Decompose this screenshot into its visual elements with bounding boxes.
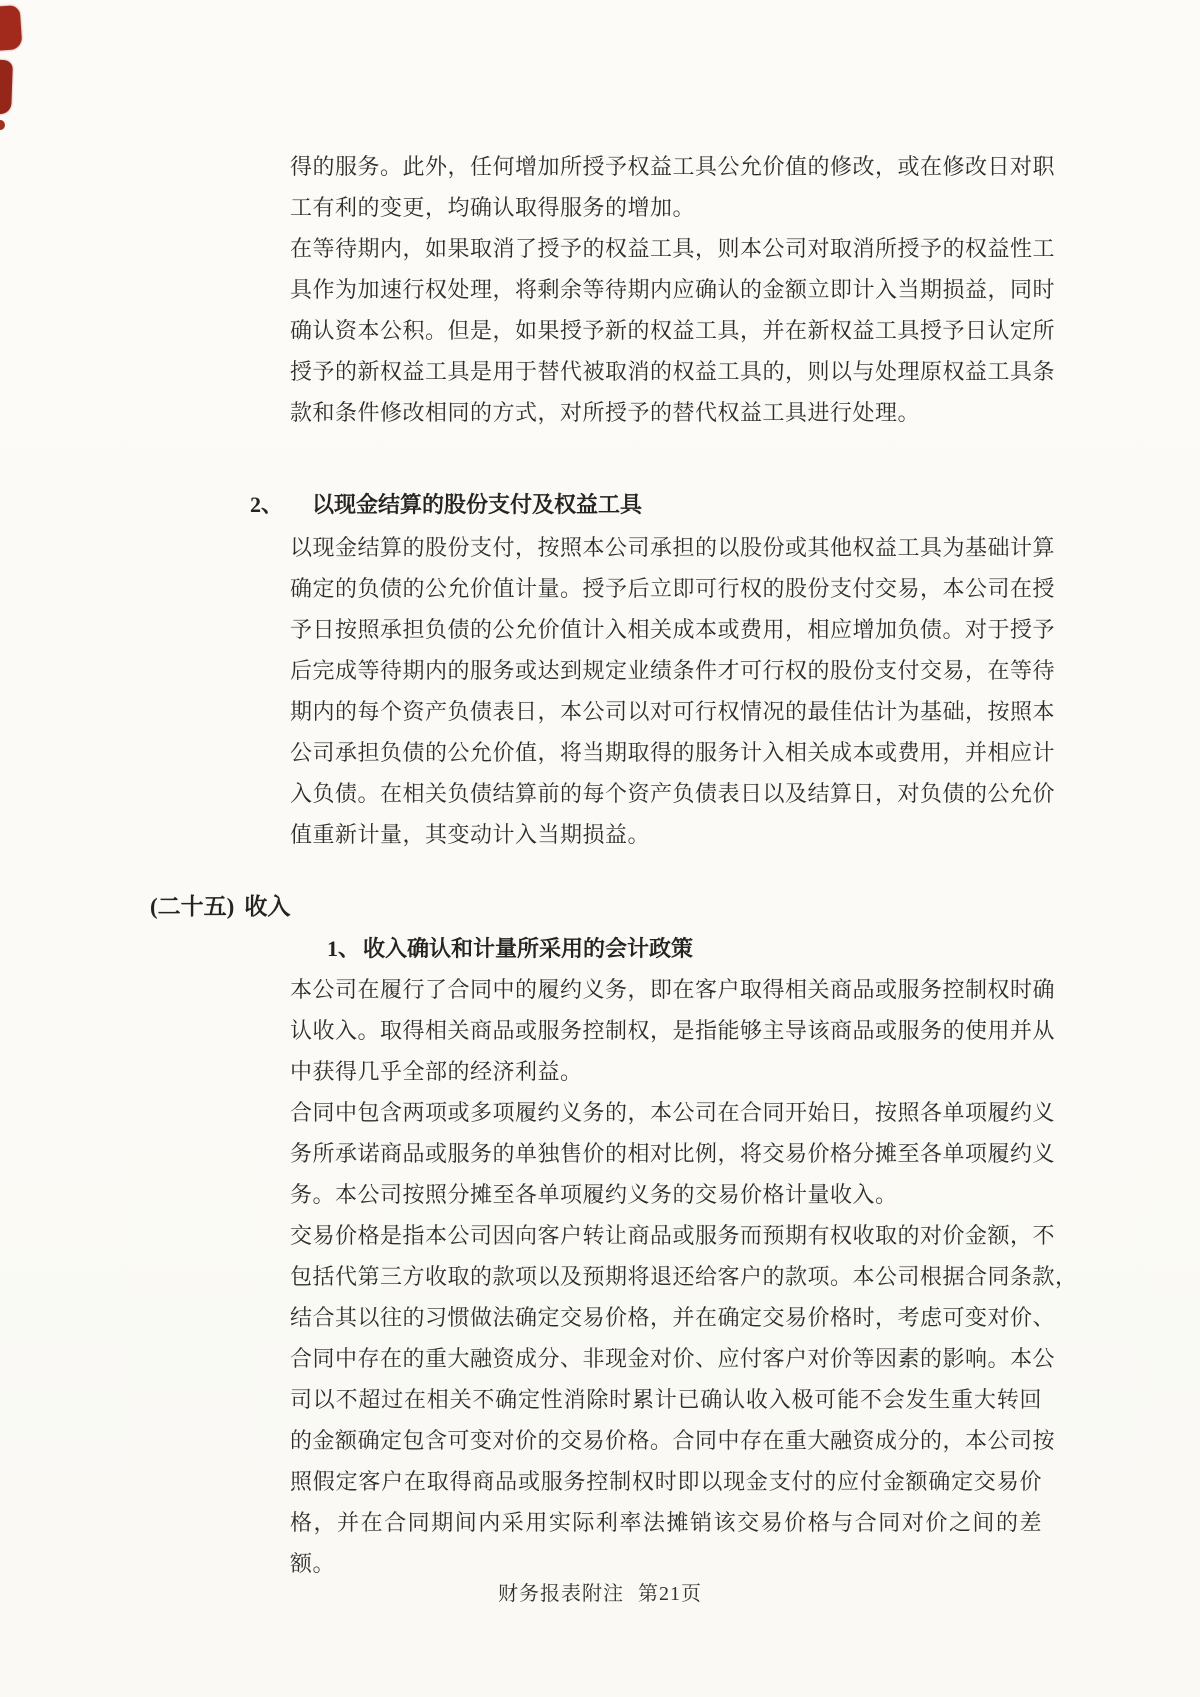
text-line: 予日按照承担负债的公允价值计入相关成本或费用，相应增加负债。对于授予 [290,617,1056,642]
text-line: 交易价格是指本公司因向客户转让商品或服务而预期有权收取的对价金额，不 [290,1223,1056,1248]
text-line: 款和条件修改相同的方式，对所授予的替代权益工具进行处理。 [290,400,921,425]
text-line: 合同中存在的重大融资成分、非现金对价、应付客户对价等因素的影响。本公 [290,1346,1056,1371]
text-line: 以现金结算的股份支付，按照本公司承担的以股份或其他权益工具为基础计算 [290,535,1056,560]
text-line: 务。本公司按照分摊至各单项履约义务的交易价格计量收入。 [290,1182,898,1207]
paragraph-cash-settled-payment [290,527,1056,855]
text-line: 在等待期内，如果取消了授予的权益工具，则本公司对取消所授予的权益性工 [290,236,1056,261]
paragraph-revenue-recognition [290,969,1056,1092]
subsection-title: 收入确认和计量所采用的会计政策 [363,936,694,961]
text-line: 结合其以往的习惯做法确定交易价格，并在确定交易价格时，考虑可变对价、 [290,1305,1056,1330]
scan-artifact-left-edge [0,60,13,115]
section-number: (二十五) [150,894,235,919]
text-line: 中获得几乎全部的经济利益。 [290,1059,583,1084]
text-line: 得的服务。此外，任何增加所授予权益工具公允价值的修改，或在修改日对职 [290,154,1056,179]
text-line: 确认资本公积。但是，如果授予新的权益工具，并在新权益工具授予日认定所 [290,318,1056,343]
page-footer [0,1577,1200,1606]
text-line: 具作为加速行权处理，将剩余等待期内应确认的金额立即计入当期损益，同时 [290,277,1056,302]
paragraph-equity-cancellation [290,228,1056,433]
scan-artifact-dot [0,120,5,130]
paragraph-revenue-allocation [290,1092,1056,1215]
text-line: 本公司在履行了合同中的履约义务，即在客户取得相关商品或服务控制权时确 [290,977,1056,1002]
text-line: 公司承担负债的公允价值，将当期取得的服务计入相关成本或费用，并相应计 [290,740,1056,765]
paragraph-equity-modification [290,146,1056,228]
text-line: 入负债。在相关负债结算前的每个资产负债表日以及结算日，对负债的公允价 [290,781,1056,806]
text-line: 确定的负债的公允价值计量。授予后立即可行权的股份支付交易，本公司在授 [290,576,1056,601]
text-line: 工有利的变更，均确认取得服务的增加。 [290,195,696,220]
text-line: 司以不超过在相关不确定性消除时累计已确认收入极可能不会发生重大转回 [290,1387,1042,1412]
section-number: 2、 [250,492,284,517]
footer-page-number: 第21页 [638,1583,702,1605]
scan-artifact-top-left [0,5,23,51]
text-line: 包括代第三方收取的款项以及预期将退还给客户的款项。本公司根据合同条款， [290,1264,1078,1289]
text-line: 期内的每个资产负债表日，本公司以对可行权情况的最佳估计为基础，按照本 [290,699,1056,724]
text-line: 的金额确定包含可变对价的交易价格。合同中存在重大融资成分的，本公司按 [290,1428,1056,1453]
text-line: 授予的新权益工具是用于替代被取消的权益工具的，则以与处理原权益工具条 [290,359,1056,384]
text-line: 格，并在合同期间内采用实际利率法摊销该交易价格与合同对价之间的差额。 [290,1510,1042,1576]
footer-title: 财务报表附注 [498,1583,624,1605]
section-title: 收入 [244,894,291,919]
subsection-number: 1、 [327,936,361,961]
subsection-heading-revenue-policy [327,928,693,970]
text-line: 合同中包含两项或多项履约义务的，本公司在合同开始日，按照各单项履约义 [290,1100,1056,1125]
paragraph-transaction-price [290,1215,1078,1576]
section-heading-cash-settled [250,484,642,526]
section-title: 以现金结算的股份支付及权益工具 [312,492,643,517]
text-line: 务所承诺商品或服务的单独售价的相对比例，将交易价格分摊至各单项履约义 [290,1141,1056,1166]
section-heading-revenue [150,886,290,928]
text-line: 认收入。取得相关商品或服务控制权，是指能够主导该商品或服务的使用并从 [290,1018,1056,1043]
text-line: 照假定客户在取得商品或服务控制权时即以现金支付的应付金额确定交易价 [290,1469,1042,1494]
text-line: 后完成等待期内的服务或达到规定业绩条件才可行权的股份支付交易，在等待 [290,658,1056,683]
text-line: 值重新计量，其变动计入当期损益。 [290,822,651,847]
